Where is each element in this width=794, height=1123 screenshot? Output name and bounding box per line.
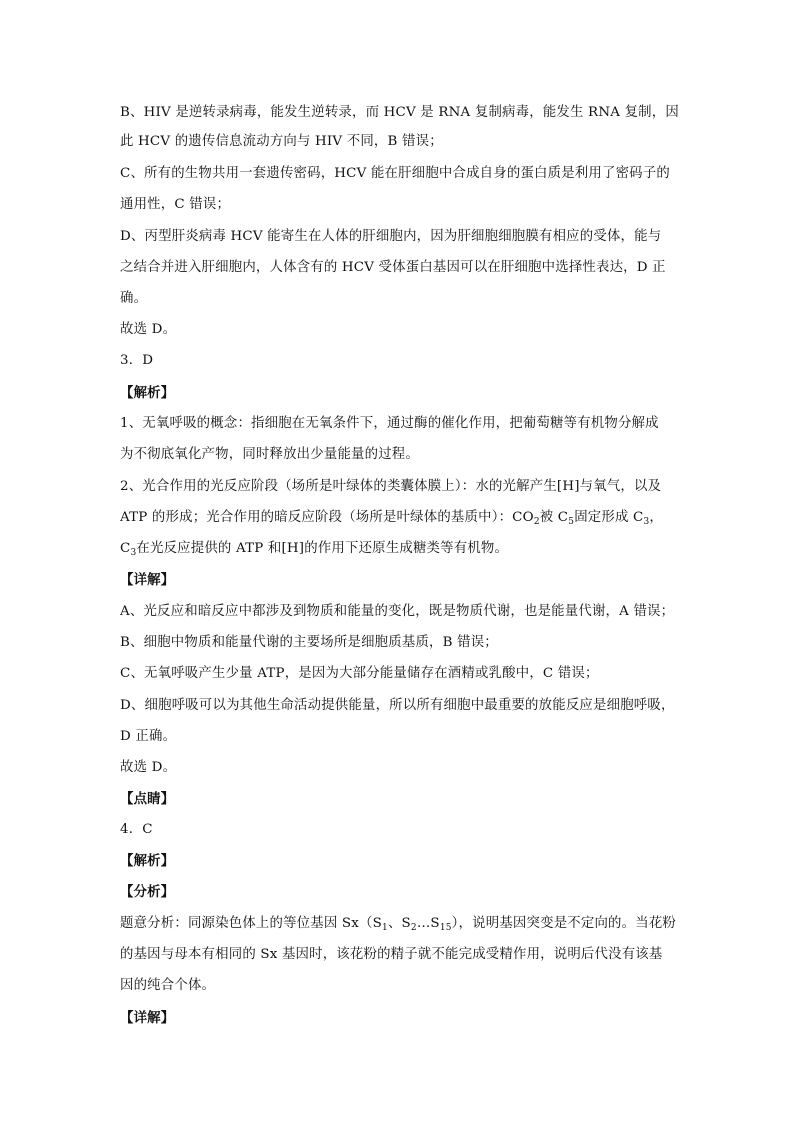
text-line-photosynthesis-2: ATP 的形成；光合作用的暗反应阶段（场所是叶绿体的基质中）：$CO_2$被 $C_5$固定形成 $C_3$，	[120, 510, 663, 527]
text-line-allele-2: 的基因与母本有相同的 Sx 基因时，该花粉的精子就不能完成受精作用，说明后代没有该基	[120, 947, 663, 962]
text-line-option-d-2: D 正确。	[120, 729, 177, 744]
text-line-option-d-1: D、细胞呼吸可以为其他生命活动提供能量，所以所有细胞中最重要的放能反应是细胞呼吸，	[120, 698, 675, 713]
section-heading-analysis: 【解析】	[120, 385, 175, 401]
text-line-allele-3: 因的纯合个体。	[120, 978, 216, 993]
text-line-photosynthesis-1: 2、光合作用的光反应阶段（场所是叶绿体的类囊体膜上）：水的光解产生[H]与氧气，以及	[120, 479, 662, 494]
question-number-4: 4．C	[120, 822, 153, 837]
text-line-codon-1: C、所有的生物共用一套遗传密码，HCV 能在肝细胞中合成自身的蛋白质是利用了密码子的	[120, 166, 670, 181]
section-heading-details-2: 【详解】	[120, 1010, 175, 1026]
text-line-hcv-2: 之结合并进入肝细胞内，人体含有的 HCV 受体蛋白基因可以在肝细胞中选择性表达，D 正	[120, 260, 666, 275]
section-heading-tips: 【点睛】	[120, 791, 175, 807]
text-line-allele-1: 题意分析：同源染色体上的等位基因 $Sx(S_1$、$S_2\dots S_{15}$），说明基因突变是不定向的。当花粉	[120, 916, 677, 933]
section-heading-breakdown: 【分析】	[120, 884, 175, 900]
text-line-hiv-2: 此 HCV 的遗传信息流动方向与 HIV 不同，B 错误；	[120, 134, 443, 149]
text-line-hiv-1: B、HIV 是逆转录病毒，能发生逆转录，而 HCV 是 RNA 复制病毒，能发生 RNA 复制，因	[120, 105, 679, 120]
section-heading-analysis-2: 【解析】	[120, 853, 175, 869]
answer-line-q3: 故选 D。	[120, 760, 177, 775]
text-line-hcv-3: 确。	[120, 291, 148, 306]
text-line-hcv-1: D、丙型肝炎病毒 HCV 能寄生在人体的肝细胞内，因为肝细胞细胞膜有相应的受体，能与	[120, 229, 662, 244]
text-line-anaerobic-1: 1、无氧呼吸的概念：指细胞在无氧条件下，通过酶的催化作用，把葡萄糖等有机物分解成	[120, 416, 659, 431]
text-line-codon-2: 通用性，C 错误；	[120, 197, 231, 212]
text-line-option-b: B、细胞中物质和能量代谢的主要场所是细胞质基质，B 错误；	[120, 635, 498, 650]
section-heading-details: 【详解】	[120, 572, 175, 588]
text-line-photosynthesis-3: $C_3$在光反应提供的 ATP 和[H]的作用下还原生成糖类等有机物。	[120, 541, 509, 558]
text-line-anaerobic-2: 为不彻底氧化产物，同时释放出少量能量的过程。	[120, 447, 419, 462]
question-number-3: 3．D	[120, 353, 154, 368]
text-line-option-c: C、无氧呼吸产生少量 ATP，是因为大部分能量储存在酒精或乳酸中，C 错误；	[120, 666, 599, 681]
text-line-option-a: A、光反应和暗反应中都涉及到物质和能量的变化，既是物质代谢，也是能量代谢，A 错误；	[120, 604, 675, 619]
answer-line-q2: 故选 D。	[120, 322, 177, 337]
